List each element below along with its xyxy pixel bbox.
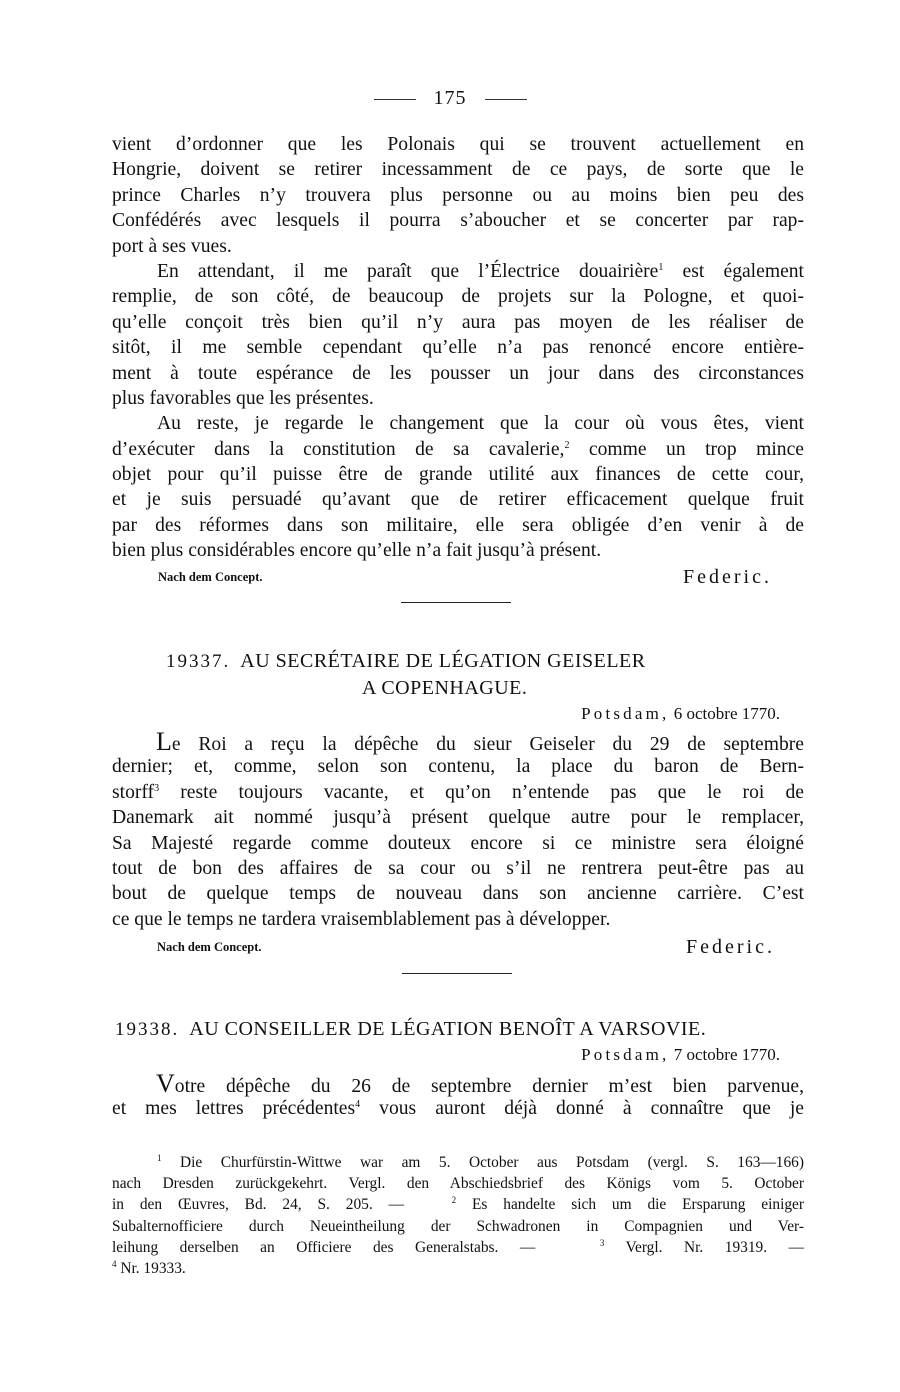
text-segment: comme un trop mince [569, 438, 804, 460]
text-segment: vous auront déjà donné à connaître que je [360, 1098, 804, 1120]
source-note: Nach dem Concept. [158, 570, 263, 584]
text-line: sitôt, il me semble cependant qu’elle n’a pas renoncé encore entière- [112, 337, 804, 359]
text-segment: Nr. 19333. [116, 1259, 186, 1277]
footnote-line: nach Dresden zurückgekehrt. Vergl. den Abschiedsbrief des Königs vom 5. October [112, 1175, 804, 1193]
text-line: Au reste, je regarde le changement que la cour où vous êtes, vient [157, 413, 804, 435]
text-line [112, 780, 804, 805]
section-rule [401, 602, 511, 603]
footnote-line [112, 1152, 804, 1173]
text-line: par des réformes dans son militaire, elle sera obligée d’en venir à de [112, 514, 804, 536]
footnote-line [112, 1237, 804, 1258]
text-line [112, 259, 804, 284]
page-number-text: 175 [433, 87, 467, 109]
text-line: prince Charles n’y trouvera plus personne ou au moins bien peu des [112, 184, 804, 206]
date: 6 octobre 1770. [673, 704, 780, 723]
footnote-ref-2: 2 [564, 439, 570, 451]
place-date [581, 1045, 780, 1065]
text-line: plus favorables que les présentes. [112, 387, 374, 409]
footnote-mark: 1 [157, 1153, 162, 1163]
text-segment: Es handelte sich um die Ersparung einiger [456, 1196, 805, 1214]
text-segment: Vergl. Nr. 19319. — [604, 1238, 804, 1256]
signature: Federic. [686, 936, 775, 958]
footnote-ref-4: 4 [355, 1099, 361, 1111]
footnote-ref-1: 1 [658, 261, 664, 273]
text-line [112, 437, 804, 462]
dash-right [485, 99, 527, 100]
text-line [112, 729, 804, 754]
letter-heading [115, 1018, 706, 1041]
source-note: Nach dem Concept. [157, 940, 262, 954]
text-segment: in den Œuvres, Bd. 24, S. 205. — [112, 1196, 404, 1214]
text-line: vient d’ordonner que les Polonais qui se trouvent actuellement en [112, 134, 804, 155]
letter-number: 19338. [115, 1019, 180, 1040]
letter-number: 19337. [166, 651, 231, 672]
text-line: port à ses vues. [112, 235, 232, 257]
text-line: et je suis persuadé qu’avant que de retirer efficacement quelque fruit [112, 489, 804, 511]
text-line: remplie, de son côté, de beaucoup de projets sur la Pologne, et quoi- [112, 286, 804, 308]
text-segment: reste toujours vacante, et qu’on n’entende pas que le roi de [159, 781, 804, 803]
text-line: qu’elle conçoit très bien qu’il n’y aura pas moyen de les réaliser de [112, 311, 804, 333]
text-line: ce que le temps ne tardera vraisemblablement pas à développer. [112, 908, 611, 930]
text-segment: En attendant, il me paraît que l’Électrice douairière [157, 260, 659, 282]
text-line: Confédérés avec lesquels il pourra s’aboucher et se concerter par rap- [112, 210, 804, 232]
date: 7 octobre 1770. [673, 1045, 780, 1064]
footnote-mark: 2 [451, 1195, 457, 1206]
footnote-line [112, 1258, 804, 1279]
letter-heading-line2: A COPENHAGUE. [362, 677, 528, 699]
text-line: Sa Majesté regarde comme douteux encore si ce ministre sera éloigné [112, 832, 804, 854]
text-line: bien plus considérables encore qu’elle n’a fait jusqu’à présent. [112, 540, 602, 562]
footnote-ref-3: 3 [154, 782, 160, 794]
footnote-line: Subalternofficiere durch Neueintheilung der Schwadronen in Compagnien und Ver- [112, 1217, 804, 1235]
text-segment: d’exécuter dans la constitution de sa cavalerie, [112, 438, 565, 460]
place: Potsdam, [581, 1045, 670, 1064]
dash-left [374, 99, 416, 100]
letter-body [112, 729, 804, 932]
footnote-mark: 4 [112, 1258, 117, 1269]
footnotes [112, 1152, 804, 1279]
text-segment: Die Churfürstin-Wittwe war am 5. October aus Potsdam (vergl. S. 163—166) [161, 1154, 804, 1171]
place: Potsdam, [581, 704, 670, 723]
footnote-line [112, 1194, 804, 1215]
letter-title: AU CONSEILLER DE LÉGATION BENOÎT A VARSOVIE. [189, 1018, 707, 1040]
page-number [0, 87, 900, 110]
footnote-mark: 3 [599, 1237, 605, 1248]
text-line [112, 1096, 804, 1121]
text-line: ment à toute espérance de les pousser un jour dans des circonstances [112, 362, 804, 384]
initial-letter: L [156, 727, 172, 756]
initial-letter: V [156, 1069, 175, 1098]
section-rule [402, 973, 512, 974]
text-line: tout de bon des affaires de sa cour ou s’il ne rentrera peut-être pas au [112, 857, 804, 879]
signature: Federic. [683, 566, 772, 588]
place-date [581, 704, 780, 724]
text-line [112, 1071, 804, 1096]
text-segment: storff [112, 781, 155, 803]
text-line: objet pour qu’il puisse être de grande utilité aux finances de cette cour, [112, 464, 804, 486]
letter-body [112, 1071, 804, 1122]
text-line: Danemark ait nommé jusqu’à présent quelque autre pour le remplacer, [112, 807, 804, 829]
text-line: bout de quelque temps de nouveau dans son ancienne carrière. C’est [112, 883, 804, 905]
text-segment: et mes lettres précédentes [112, 1098, 356, 1120]
letter-title: AU SECRÉTAIRE DE LÉGATION GEISELER [240, 650, 646, 672]
letter-heading [166, 650, 646, 673]
text-line: dernier; et, comme, selon son contenu, la place du baron de Bern- [112, 756, 804, 778]
text-segment: leihung derselben an Officiere des Generalstabs. — [112, 1238, 536, 1256]
letter-continuation [112, 132, 804, 564]
text-segment: est également [663, 260, 805, 282]
text-line: Hongrie, doivent se retirer incessamment de ce pays, de sorte que le [112, 159, 804, 181]
text-segment: e Roi a reçu la dépêche du sieur Geiseler du 29 de septembre [171, 734, 804, 755]
text-segment: otre dépêche du 26 de septembre dernier m’est bien parvenue, [174, 1076, 804, 1097]
